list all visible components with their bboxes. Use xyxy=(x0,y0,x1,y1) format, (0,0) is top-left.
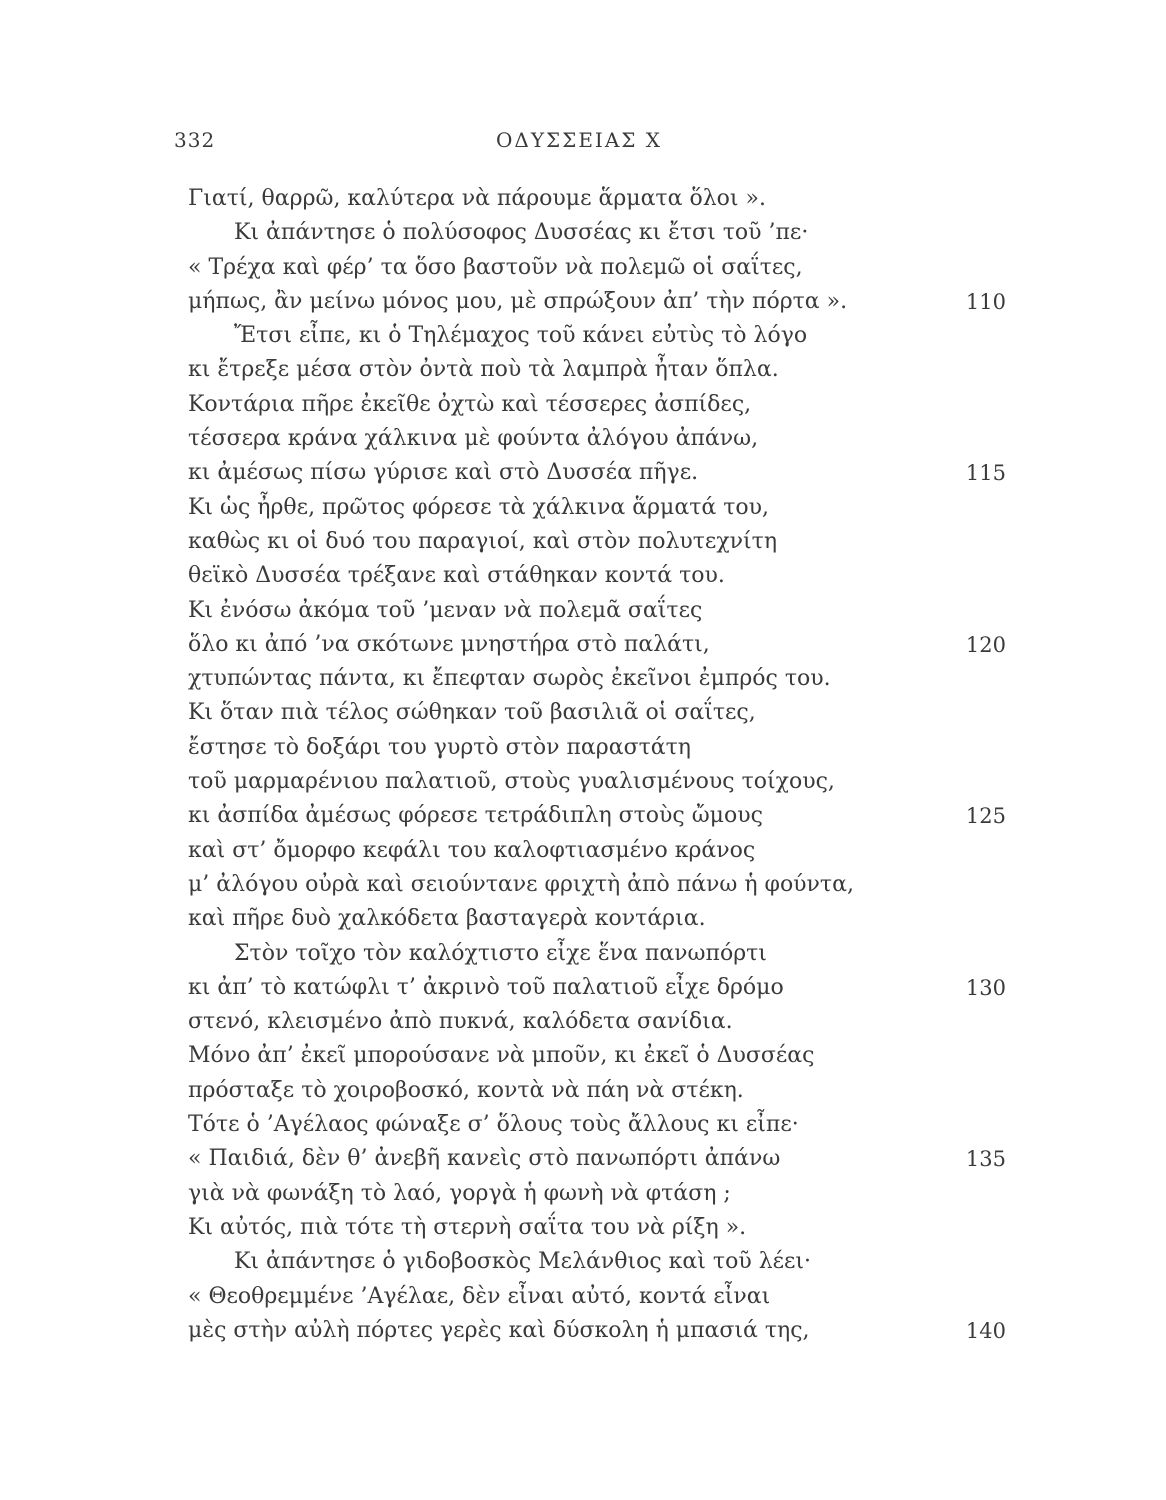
verse-line xyxy=(188,765,1018,799)
verse-line-text: μὲς στὴν αὐλὴ πόρτες γερὲς καὶ δύσκολη ἡ μπασιά της, xyxy=(188,1317,810,1343)
verse-line-text: στενό, κλεισμένο ἀπὸ πυκνά, καλόδετα σανίδια. xyxy=(188,1009,733,1035)
verse-line-text: « Παιδιά, δὲν θ’ ἀνεβῆ κανεὶς στὸ πανωπόρτι ἀπάνω xyxy=(188,1146,781,1172)
verse-line-text: γιὰ νὰ φωνάξη τὸ λαό, γοργὰ ἡ φωνὴ νὰ φτάση ; xyxy=(188,1180,731,1206)
line-number: 110 xyxy=(965,289,1006,314)
verse-line-text: χτυπώντας πάντα, κι ἔπεφταν σωρὸς ἐκεῖνοι ἐμπρός του. xyxy=(188,666,831,692)
line-number: 140 xyxy=(965,1318,1006,1343)
verse-line xyxy=(188,182,1018,216)
verse-line-text: κι ἔτρεξε μέσα στὸν ὀντὰ ποὺ τὰ λαμπρὰ ἦταν ὅπλα. xyxy=(188,357,779,383)
verse-line xyxy=(188,251,1018,285)
verse-line-text: κι ἀπ’ τὸ κατώφλι τ’ ἀκρινὸ τοῦ παλατιοῦ εἶχε δρόμο xyxy=(188,974,784,1000)
verse-line xyxy=(188,1039,1018,1073)
verse-line-text: Κι ἐνόσω ἀκόμα τοῦ ’μεναν νὰ πολεμᾶ σαΐτες xyxy=(188,597,703,623)
verse-line xyxy=(188,594,1018,628)
verse-line-text: καὶ πῆρε δυὸ χαλκόδετα βασταγερὰ κοντάρια. xyxy=(188,906,706,932)
verse-line xyxy=(188,491,1018,525)
verse-line-text: Γιατί, θαρρῶ, καλύτερα νὰ πάρουμε ἅρματα ὅλοι ». xyxy=(188,186,766,211)
verse-line xyxy=(188,799,1018,833)
verse-line-text: « Τρέχα καὶ φέρ’ τα ὅσο βαστοῦν νὰ πολεμῶ οἱ σαΐτες, xyxy=(188,254,803,280)
verse-line xyxy=(188,388,1018,422)
verse-line xyxy=(188,937,1018,971)
verse-line xyxy=(188,285,1018,319)
verse-line-text: Ἔτσι εἶπε, κι ὁ Τηλέμαχος τοῦ κάνει εὐτὺς τὸ λόγο xyxy=(234,323,808,349)
verse-line xyxy=(188,1074,1018,1108)
verse-line xyxy=(188,731,1018,765)
verse-line-text: ὅλο κι ἀπό ’να σκότωνε μνηστήρα στὸ παλάτι, xyxy=(188,631,710,657)
verse-line xyxy=(188,456,1018,490)
line-number: 135 xyxy=(965,1147,1006,1172)
verse-line xyxy=(188,1177,1018,1211)
verse-line xyxy=(188,353,1018,387)
verse-line xyxy=(188,1245,1018,1279)
verse-line xyxy=(188,216,1018,250)
verse-line xyxy=(188,696,1018,730)
verse-line-text: θεϊκὸ Δυσσέα τρέξανε καὶ στάθηκαν κοντά του. xyxy=(188,563,725,589)
verse-line-text: Στὸν τοῖχο τὸν καλόχτιστο εἶχε ἕνα πανωπόρτι xyxy=(234,940,767,966)
verse-line xyxy=(188,1211,1018,1245)
page-number: 332 xyxy=(174,128,216,152)
verse-line xyxy=(188,559,1018,593)
running-title: ΟΔΥΣΣΕΙΑΣ Χ xyxy=(496,128,663,152)
line-number: 130 xyxy=(965,975,1006,1000)
verse-line xyxy=(188,1005,1018,1039)
verse-line-text: Κοντάρια πῆρε ἐκεῖθε ὀχτὼ καὶ τέσσερες ἀσπίδες, xyxy=(188,391,752,417)
verse-line-text: τοῦ μαρμαρένιου παλατιοῦ, στοὺς γυαλισμένους τοίχους, xyxy=(188,769,835,795)
verse-line-text: ἔστησε τὸ δοξάρι του γυρτὸ στὸν παραστάτη xyxy=(188,734,691,760)
verse-line-text: Κι ὅταν πιὰ τέλος σώθηκαν τοῦ βασιλιᾶ οἱ σαΐτες, xyxy=(188,700,756,726)
line-number: 120 xyxy=(965,632,1006,657)
verse-line xyxy=(188,628,1018,662)
verse-line xyxy=(188,1314,1018,1348)
verse-line-text: καθὼς κι οἱ δυό του παραγιοί, καὶ στὸν πολυτεχνίτη xyxy=(188,528,778,554)
verse-line-text: Κι ἀπάντησε ὁ πολύσοφος Δυσσέας κι ἔτσι τοῦ ’πε· xyxy=(234,220,809,246)
line-number: 115 xyxy=(965,461,1006,486)
verse-line-text: τέσσερα κράνα χάλκινα μὲ φούντα ἀλόγου ἀπάνω, xyxy=(188,426,759,452)
verse-line xyxy=(188,1142,1018,1176)
verse-line-text: πρόσταξε τὸ χοιροβοσκό, κοντὰ νὰ πάη νὰ στέκη. xyxy=(188,1077,744,1103)
verse-line-text: Κι ὡς ἦρθε, πρῶτος φόρεσε τὰ χάλκινα ἅρματά του, xyxy=(188,494,770,520)
verse-line-text: « Θεοθρεμμένε ’Αγέλαε, δὲν εἶναι αὐτό, κοντά εἶναι xyxy=(188,1283,771,1309)
verse-line-text: μ’ ἀλόγου οὐρὰ καὶ σειούντανε φριχτὴ ἀπὸ πάνω ἡ φούντα, xyxy=(188,871,854,897)
verse-line-text: Κι αὐτός, πιὰ τότε τὴ στερνὴ σαΐτα του νὰ ρίξη ». xyxy=(188,1214,747,1240)
verse-line xyxy=(188,662,1018,696)
verse-line-text: Τότε ὁ ’Αγέλαος φώναξε σ’ ὅλους τοὺς ἄλλους κι εἶπε· xyxy=(188,1112,799,1138)
verse-line xyxy=(188,1280,1018,1314)
verse-line-text: κι ἀσπίδα ἀμέσως φόρεσε τετράδιπλη στοὺς ὤμους xyxy=(188,803,763,829)
verse-line xyxy=(188,902,1018,936)
line-number: 125 xyxy=(965,804,1006,829)
verse-line xyxy=(188,422,1018,456)
verse-line xyxy=(188,868,1018,902)
page-header xyxy=(174,128,1008,160)
verse-line-text: καὶ στ’ ὄμορφο κεφάλι του καλοφτιασμένο κράνος xyxy=(188,837,756,863)
verse-line xyxy=(188,319,1018,353)
verse-line-text: μήπως, ἂν μείνω μόνος μου, μὲ σπρώξουν ἀπ’ τὴν πόρτα ». xyxy=(188,288,848,314)
verse-line xyxy=(188,834,1018,868)
verse-line xyxy=(188,971,1018,1005)
verse-line xyxy=(188,525,1018,559)
verse-line-text: Κι ἀπάντησε ὁ γιδοβοσκὸς Μελάνθιος καὶ τοῦ λέει· xyxy=(234,1249,812,1275)
verse-text xyxy=(188,182,1018,1348)
verse-line-text: Μόνο ἀπ’ ἐκεῖ μπορούσανε νὰ μποῦν, κι ἐκεῖ ὁ Δυσσέας xyxy=(188,1043,815,1069)
verse-line xyxy=(188,1108,1018,1142)
verse-line-text: κι ἀμέσως πίσω γύρισε καὶ στὸ Δυσσέα πῆγε. xyxy=(188,460,699,486)
